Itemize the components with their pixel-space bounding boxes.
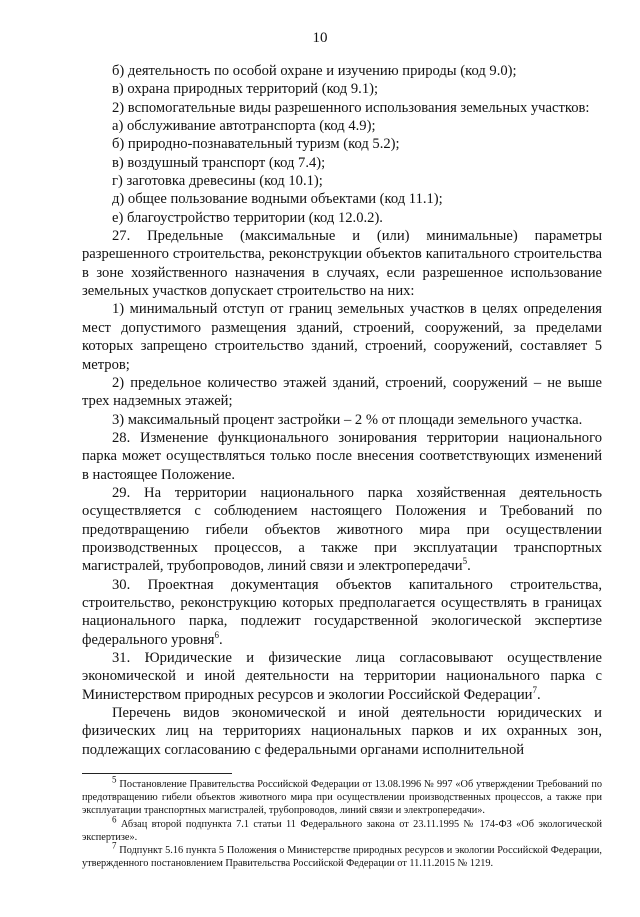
paragraph-27-1: 1) минимальный отступ от границ земельных участков в целях определения мест допустимого размещения зданий, строений, сооружений, за пределами которых запрещено строительство зданий, строений, сооружений, составляет 5 метров;: [82, 301, 602, 373]
paragraph-list-intro: Перечень видов экономической и иной деятельности юридических и физических лиц на территориях национальных парков и их охранных зон, подлежащих согласованию с федеральными органами исполнительной: [82, 705, 602, 758]
paragraph-4-9: а) обслуживание автотранспорта (код 4.9);: [112, 118, 376, 135]
paragraph-5-2: б) природно-познавательный туризм (код 5.2);: [112, 136, 400, 153]
footnotes: [82, 774, 602, 870]
footnote-ref-6[interactable]: 6: [214, 629, 219, 640]
paragraph-31-end: .: [537, 686, 541, 703]
paragraph-31-text: 31. Юридические и физические лица согласовывают осуществление экономической и иной деятельности на территории национального парка с Министерством природных ресурсов и экологии Российской Федерации: [82, 650, 602, 703]
footnote-ref-7[interactable]: 7: [532, 684, 537, 695]
paragraph-30-end: .: [218, 631, 223, 648]
paragraph-29: [82, 484, 602, 576]
paragraph-9-0: б) деятельность по особой охране и изучению природы (код 9.0);: [112, 63, 517, 79]
page-number: 10: [312, 30, 328, 46]
footnote-6: [82, 814, 602, 844]
body-text: [82, 62, 602, 759]
paragraph-29-end: .: [467, 558, 471, 575]
paragraph-7-4: в) воздушный транспорт (код 7.4);: [112, 154, 326, 171]
footnote-divider: [82, 773, 232, 774]
paragraph-12-0-2: е) благоустройство территории (код 12.0.2).: [112, 209, 383, 226]
paragraph-31: [82, 649, 602, 704]
footnote-text: Постановление Правительства Российской Федерации от 13.08.1996 № 997 «Об утверждении Требований по предотвращению гибели объектов животного мира при осуществлении производственных процессов, а также при эксплуатации транспортных магистралей, трубопроводов, линий связи и электропередачи».: [82, 779, 602, 817]
footnote-7: [82, 840, 602, 870]
footnote-text: Абзац второй подпункта 7.1 статьи 11 Федерального закона от 23.11.1995 № 174-ФЗ «Об экологической экспертизе».: [82, 818, 602, 843]
paragraph-27-2: 2) предельное количество этажей зданий, строений, сооружений – не выше трех надземных этажей;: [82, 374, 602, 410]
paragraph-auxiliary-uses: 2) вспомогательные виды разрешенного использования земельных участков:: [112, 99, 590, 116]
paragraph-11-1: д) общее пользование водными объектами (код 11.1);: [112, 191, 443, 208]
footnote-text: Подпункт 5.16 пункта 5 Положения о Министерстве природных ресурсов и экологии Российской Федерации, утвержденного постановлением Правительства Российской Федерации от 11.11.2015 № 1219.: [82, 845, 602, 870]
paragraph-29-text: 29. На территории национального парка хозяйственная деятельность осуществляется с соблюдением настоящего Положения и Требований по предотвращению гибели объектов животного мира при осуществлении производственных процессов, а также при эксплуатации транспортных магистралей, трубопроводов, линий связи и электропередачи: [82, 484, 602, 575]
footnote-number: 6: [112, 814, 117, 825]
paragraph-9-1: в) охрана природных территорий (код 9.1);: [112, 81, 379, 98]
paragraph-10-1: г) заготовка древесины (код 10.1);: [112, 173, 323, 190]
paragraph-30-text: 30. Проектная документация объектов капитального строительства, строительство, реконструкцию которых предполагается осуществлять в границах национального парка, подлежит государственной экологической экспертизе федерального уровня: [82, 576, 602, 648]
footnote-number: 5: [112, 774, 117, 785]
paragraph-27: 27. Предельные (максимальные и (или) минимальные) параметры разрешенного строительства, реконструкции объектов капитального строительства в зоне хозяйственного назначения в случаях, если разрешенное использование земельных участков допускает строительство на них:: [82, 228, 602, 300]
footnote-5: [82, 774, 602, 818]
paragraph-27-3: 3) максимальный процент застройки – 2 % от площади земельного участка.: [112, 411, 583, 428]
paragraph-30: [82, 576, 602, 649]
paragraph-28: 28. Изменение функционального зонирования территории национального парка может осуществляться только после внесения соответствующих изменений в настоящее Положение.: [82, 429, 602, 483]
footnote-ref-5[interactable]: 5: [462, 556, 468, 567]
footnote-number: 7: [112, 840, 117, 851]
